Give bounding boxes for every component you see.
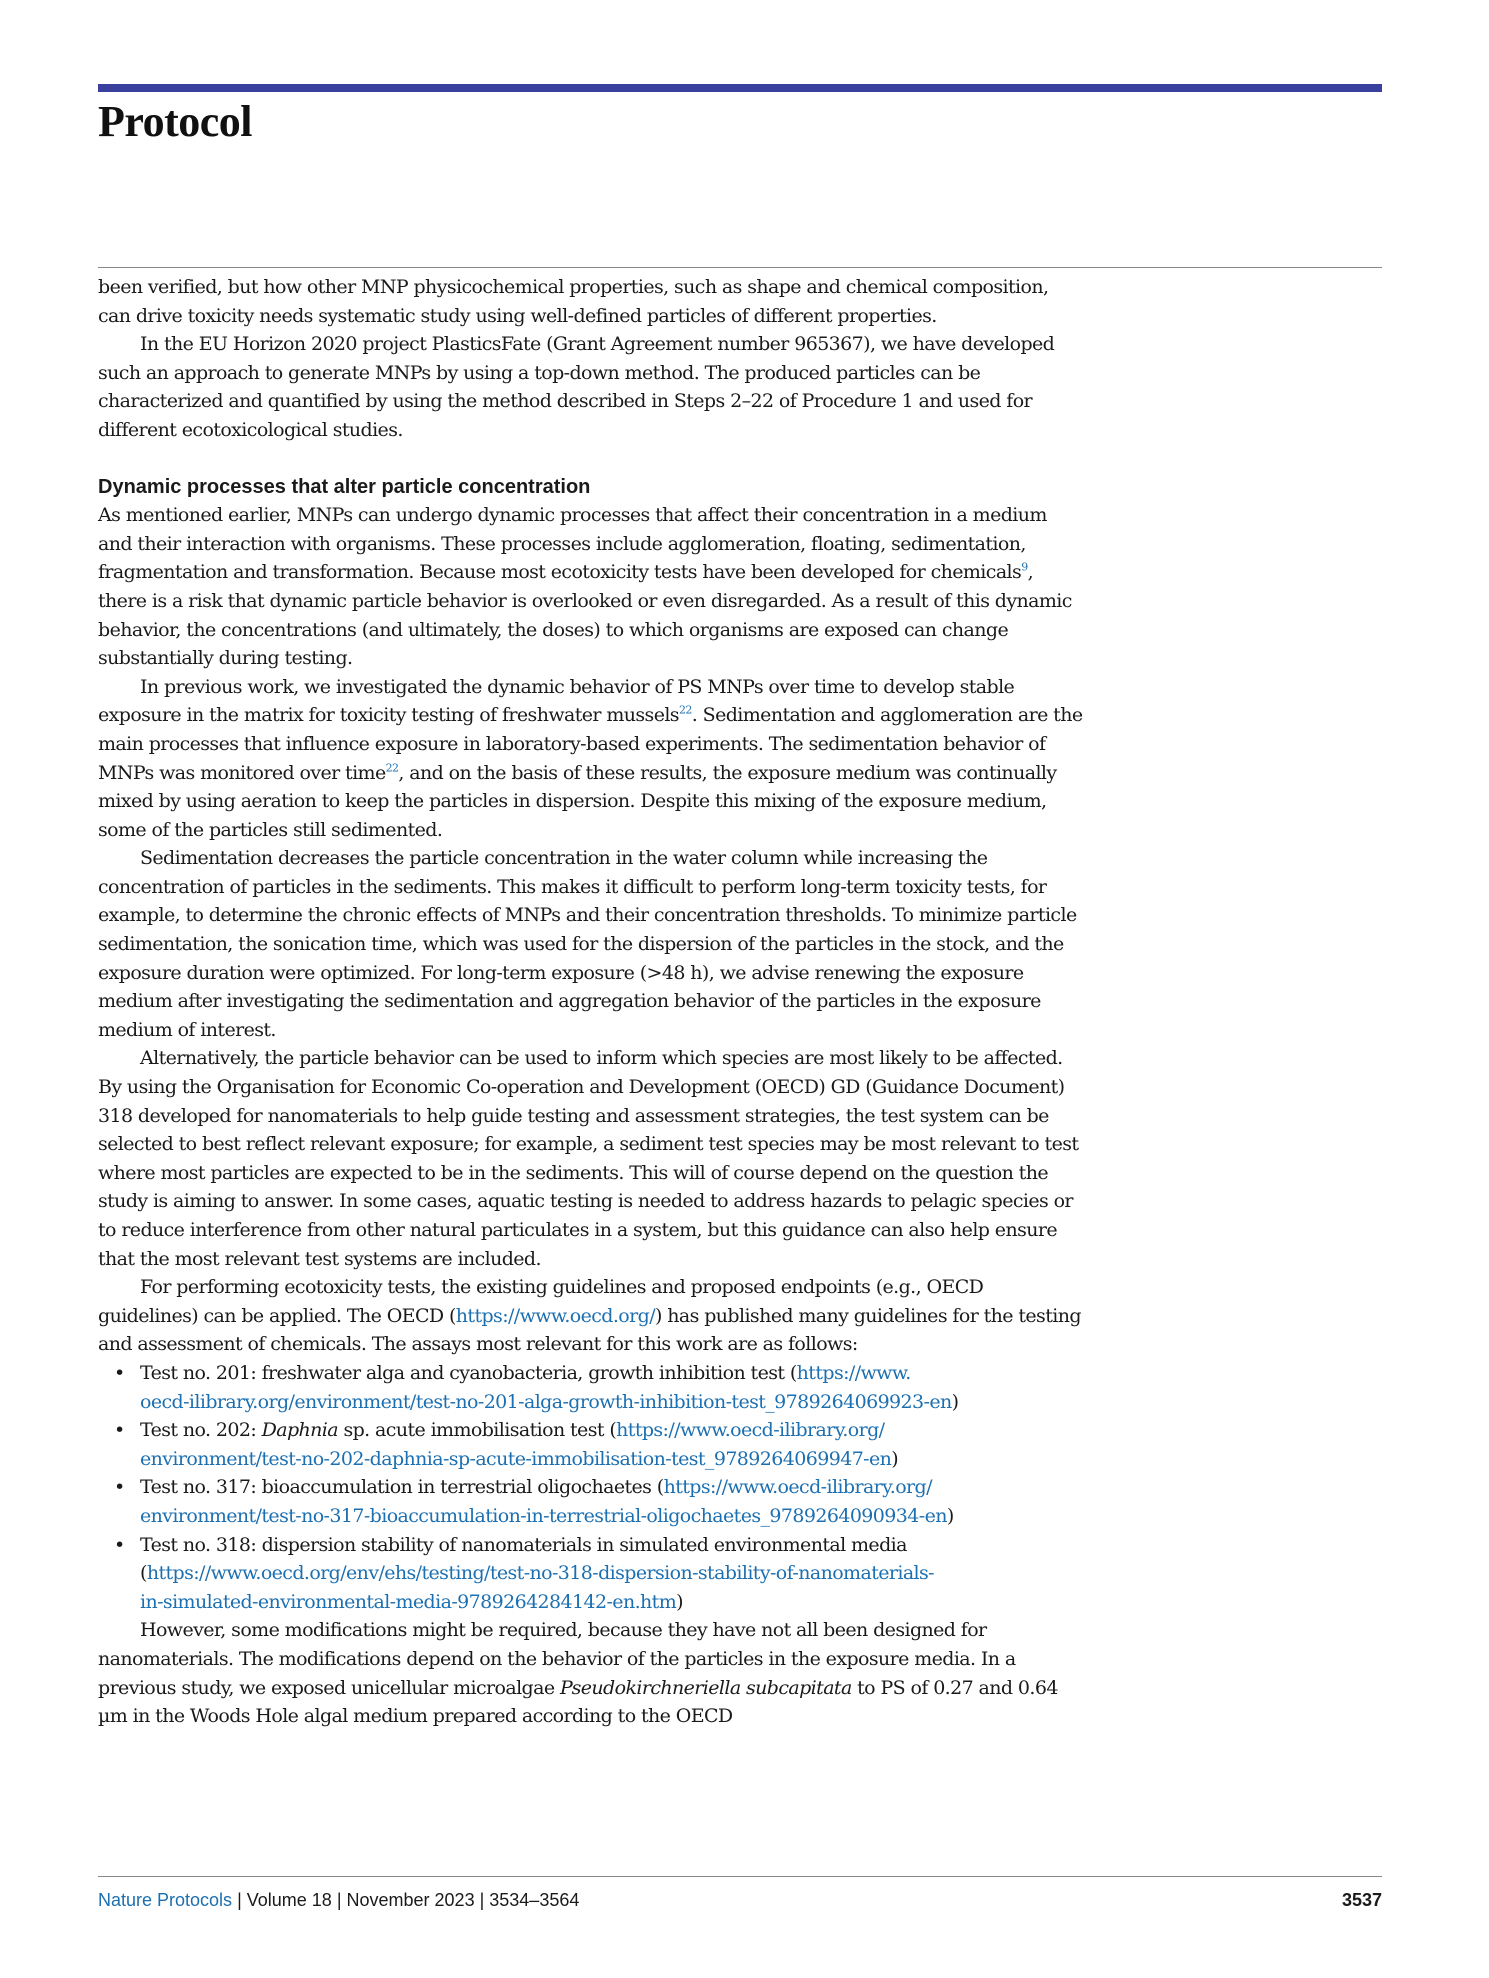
content-divider [98, 267, 1382, 268]
oecd-test-list [98, 1359, 1083, 1616]
paragraph: been verified, but how other MNP physicochemical properties, such as shape and chemical composition, can drive toxicity needs systematic study using well-defined particles of different properties. [98, 276, 1049, 327]
paragraph: In previous work, we investigated the dynamic behavior of PS MNPs over time to develop stable exposure in the matrix for toxicity testing of freshwater mussels$^{22}$. Sedimentation and agglomeration are the main processes that influence exposure in laboratory-based experiments. The sedimentation behavior of MNPs was monitored over time$^{22}$, and on the basis of these results, the exposure medium was continually mixed by using aeration to keep the particles in dispersion. Despite this mixing of the exposure medium, some of the particles still sedimented. [98, 675, 1083, 841]
list-item: • Test no. 202: Daphnia sp. acute immobilisation test (https://www.oecd-ilibrary.org/ environment/test-no-202-daphnia-sp-acute-immobilisation-test_9789264069947-en) [98, 1416, 1083, 1473]
list-item: • Test no. 318: dispersion stability of nanomaterials in simulated environmental media (https://www.oecd.org/env/ehs/testing/test-no-318-dispersion-stability-of-nanomaterials- in-simulated-environmental-media-9789264284142-en.htm) [98, 1531, 1083, 1617]
paragraph: As mentioned earlier, MNPs can undergo dynamic processes that affect their concentration in a medium and their interaction with organisms. These processes include agglomeration, floating, sedimentation, fragmentation and transformation. Because most ecotoxicity tests have been developed for chemicals$^9$, there is a risk that dynamic particle behavior is overlooked or even disregarded. As a result of this dynamic behavior, the concentrations (and ultimately, the doses) to which organisms are exposed can change substantially during testing. [98, 504, 1072, 670]
closing-paren: ) [946, 1504, 954, 1527]
reference-link[interactable]: 22 [385, 761, 399, 775]
test-318-link[interactable]: https://www.oecd.org/env/ehs/testing/test-no-318-dispersion-stability-of-nanomaterials- in-simulated-environmental-media-9789264284142-en.htm [140, 1562, 935, 1613]
list-item: • Test no. 317: bioaccumulation in terrestrial oligochaetes (https://www.oecd-ilibrary.org/ environment/test-no-317-bioaccumulation-in-terrestrial-oligochaetes_9789264090934-en) [98, 1473, 1083, 1530]
section-heading: Dynamic processes that alter particle concentration [98, 475, 591, 498]
paragraph: For performing ecotoxicity tests, the existing guidelines and proposed endpoints (e.g., OECD guidelines) can be applied. The OECD (https://www.oecd.org/) has published many guidelines for the testing and assessment of chemicals. The assays most relevant for this work are as follows: [98, 1276, 1081, 1356]
article-body [98, 273, 1083, 1731]
paragraph: However, some modifications might be required, because they have not all been designed for nanomaterials. The modifications depend on the behavior of the particles in the exposure media. In a previous study, we exposed unicellular microalgae Pseudokirchneriella subcapitata to PS of 0.27 and 0.64 µm in the Woods Hole algal medium prepared according to the OECD [98, 1619, 1058, 1728]
header-accent-rule [98, 84, 1382, 92]
section-label: Protocol [98, 97, 253, 146]
journal-name[interactable]: Nature Protocols [98, 1890, 233, 1910]
species-name: Daphnia [261, 1419, 339, 1442]
footer-divider [98, 1876, 1382, 1877]
closing-paren: ) [676, 1590, 683, 1613]
reference-link[interactable]: 9 [1021, 561, 1028, 575]
paragraph: Sedimentation decreases the particle concentration in the water column while increasing the concentration of particles in the sediments. This makes it difficult to perform long-term toxicity tests, for example, to determine the chronic effects of MNPs and their concentration thresholds. To minimize particle sedimentation, the sonication time, which was used for the dispersion of the particles in the stock, and the exposure duration were optimized. For long-term exposure (>48 h), we advise renewing the exposure medium after investigating the sedimentation and aggregation behavior of the particles in the exposure medium of interest. [98, 847, 1077, 1041]
test-202-link[interactable]: https://www.oecd-ilibrary.org/ environment/test-no-202-daphnia-sp-acute-immobilisation-test_9789264069947-en [140, 1419, 892, 1470]
oecd-link[interactable]: https://www.oecd.org/ [455, 1304, 655, 1327]
test-317-link[interactable]: https://www.oecd-ilibrary.org/ environment/test-no-317-bioaccumulation-in-terrestrial-oligochaetes_9789264090934-en [140, 1476, 947, 1527]
page-range: 3534–3564 [489, 1890, 580, 1910]
bullet: • [114, 1419, 125, 1442]
paragraph: Alternatively, the particle behavior can be used to inform which species are most likely to be affected. By using the Organisation for Economic Co-operation and Development (OECD) GD (Guidance Document) 318 developed for nanomaterials to help guide testing and assessment strategies, the test system can be selected to best reflect relevant exposure; for example, a sediment test species may be most relevant to test where most particles are expected to be in the sediments. This will of course depend on the question the study is aiming to answer. In some cases, aquatic testing is needed to address hazards to pelagic species or to reduce interference from other natural particulates in a system, but this guidance can also help ensure that the most relevant test systems are included. [98, 1047, 1079, 1270]
volume: Volume 18 [246, 1890, 332, 1910]
page-number: 3537 [1341, 1890, 1382, 1910]
reference-link[interactable]: 22 [678, 703, 692, 717]
bullet: • [114, 1533, 125, 1556]
species-name: Pseudokirchneriella subcapitata [559, 1676, 852, 1699]
bullet: • [114, 1476, 125, 1499]
bullet: • [114, 1361, 125, 1384]
test-201-link[interactable]: https://www. oecd-ilibrary.org/environment/test-no-201-alga-growth-inhibition-test_9789264069923-en [140, 1361, 952, 1413]
footer-citation: Nature Protocols | Volume 18 | November 2023 | 3534–3564 [98, 1890, 580, 1910]
paragraph: In the EU Horizon 2020 project PlasticsFate (Grant Agreement number 965367), we have developed such an approach to generate MNPs by using a top-down method. The produced particles can be characterized and quantified by using the method described in Steps 2–22 of Procedure 1 and used for different ecotoxicological studies. [98, 333, 1055, 441]
closing-paren: ) [951, 1390, 959, 1413]
issue-date: November 2023 [346, 1890, 475, 1910]
list-item: • Test no. 201: freshwater alga and cyanobacteria, growth inhibition test (https://www. oecd-ilibrary.org/environment/test-no-201-alga-growth-inhibition-test_9789264069923-en) [98, 1359, 1083, 1416]
closing-paren: ) [891, 1447, 899, 1470]
